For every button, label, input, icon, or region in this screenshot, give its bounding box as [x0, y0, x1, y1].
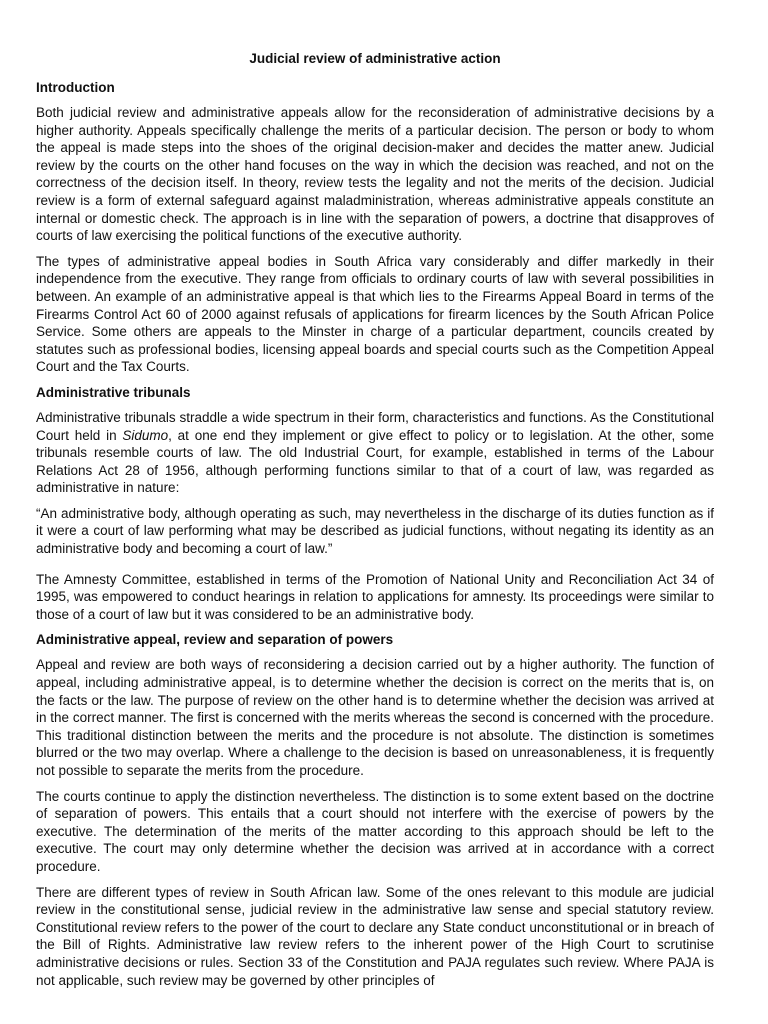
text-run: The types of administrative appeal bodies in South Africa vary considerably and differ markedly in their independence from the executive. They range from officials to ordinary courts of law with several possibilities in between. An example of an administrative appeal is that which lies to the Firearms Appeal Board in terms of the Firearms Control Act 60 of 2000 against refusals of applications for firearm licences by the South African Police Service. Some others are appeals to the Minster in charge of a particular department, councils created by statutes such as professional bodies, licensing appeal boards and special courts such as the Competition Appeal Court and the Tax Courts.: [36, 253, 714, 375]
paragraph: [36, 788, 714, 876]
section-heading: Administrative appeal, review and separation of powers: [36, 632, 394, 648]
text-run: Administrative tribunals straddle a wide spectrum in their form, characteristics and functions. As the Constitutional Court held in: [36, 409, 714, 443]
section-heading: Administrative tribunals: [36, 384, 191, 400]
block-quote: [36, 505, 714, 558]
document-body: [36, 79, 714, 989]
paragraph: [36, 571, 714, 624]
text-run: Both judicial review and administrative appeals allow for the reconsideration of administrative decisions by a higher authority. Appeals specifically challenge the merits of a particular decision. The person or body to whom the appeal is made steps into the shoes of the original decision-maker and decides the matter anew. Judicial review by the courts on the other hand focuses on the way in which the decision was reached, and not on the correctness of the decision itself. In theory, review tests the legality and not the merits of the decision. Judicial review is a form of external safeguard against maladministration, whereas administrative appeals constitute an internal or domestic check. The approach is in line with the separation of powers, a doctrine that disapproves of courts of law exercising the political functions of the executive authority.: [36, 105, 714, 244]
document-title: Judicial review of administrative action: [249, 51, 501, 66]
text-run: “An administrative body, although operating as such, may nevertheless in the discharge of its duties function as if it were a court of law performing what may be described as judicial functions, without negating its identity as an administrative body and becoming a court of law.”: [36, 505, 714, 557]
text-run: There are different types of review in South African law. Some of the ones relevant to this module are judicial review in the constitutional sense, judicial review in the administrative law sense and special statutory review. Constitutional review refers to the power of the court to declare any State conduct unconstitutional or in breach of the Bill of Rights. Administrative law review refers to the inherent power of the High Court to scrutinise administrative decisions or rules. Section 33 of the Constitution and PAJA regulates such review. Where PAJA is not applicable, such review may be governed by other principles of: [36, 884, 714, 988]
text-run: , at one end they implement or give effect to policy or to legislation. At the other, some tribunals resemble courts of law. The old Industrial Court, for example, established in terms of the Labour Relations Act 28 of 1956, although performing functions similar to that of a court of law, was regarded as administrative in nature:: [36, 427, 715, 496]
paragraph: [36, 409, 714, 497]
text-run: The courts continue to apply the distinction nevertheless. The distinction is to some extent based on the doctrine of separation of powers. This entails that a court should not interfere with the exercise of powers by the executive. The determination of the merits of the matter according to this approach should be left to the executive. The court may only determine whether the decision was arrived at in accordance with a correct procedure.: [36, 788, 714, 874]
paragraph: [36, 656, 714, 779]
case-name-italic: Sidumo: [122, 427, 169, 443]
paragraph: [36, 104, 714, 245]
text-run: Appeal and review are both ways of reconsidering a decision carried out by a higher authority. The function of appeal, including administrative appeal, is to determine whether the decision is correct on the merits that is, on the facts or the law. The purpose of review on the other hand is to determine whether the decision was arrived at in the correct manner. The first is concerned with the merits whereas the second is concerned with the procedure. This traditional distinction between the merits and the procedure is not absolute. The distinction is sometimes blurred or the two may overlap. Where a challenge to the decision is based on unreasonableness, it is frequently not possible to separate the merits from the procedure.: [36, 657, 714, 778]
paragraph: [36, 253, 714, 376]
section-heading: Introduction: [36, 80, 115, 95]
text-run: The Amnesty Committee, established in terms of the Promotion of National Unity and Reconciliation Act 34 of 1995, was empowered to conduct hearings in relation to applications for amnesty. Its proceedings were similar to those of a court of law but it was considered to be an administrative body.: [36, 571, 714, 622]
paragraph: [36, 884, 714, 990]
